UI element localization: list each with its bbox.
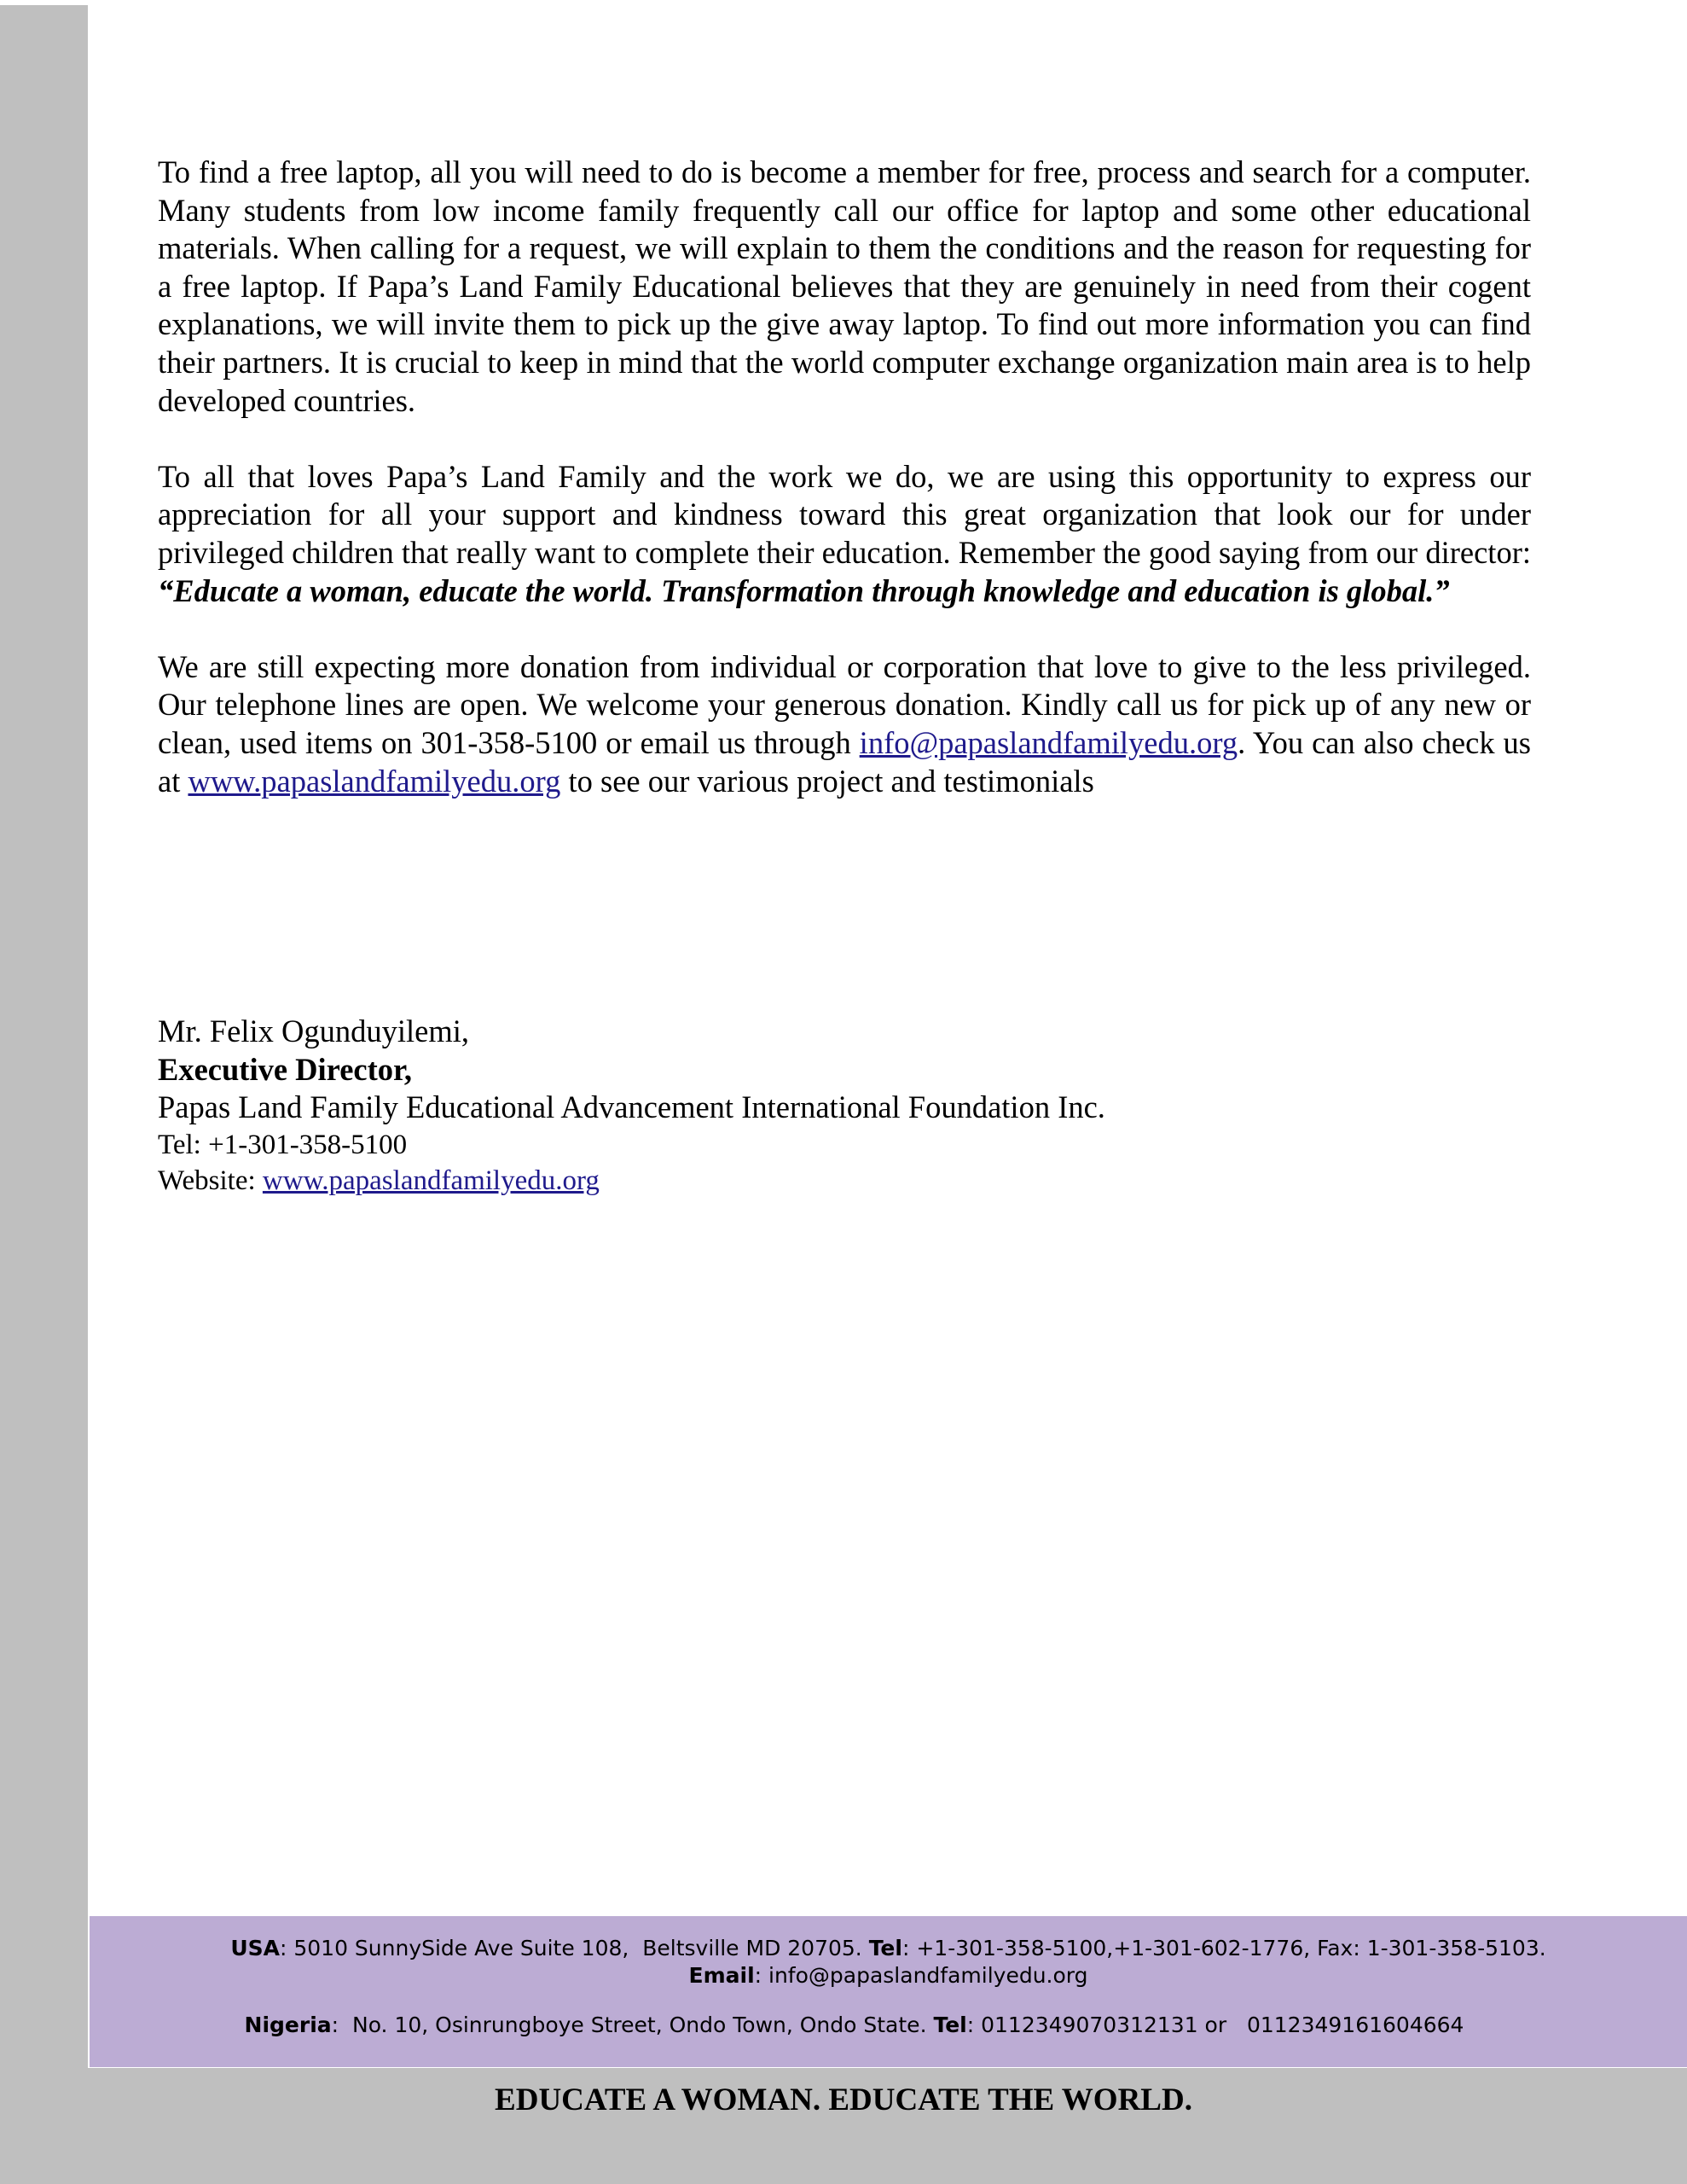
nigeria-tel: : 0112349070312131 or 0112349161604664 [966,2013,1464,2037]
organization-name: Papas Land Family Educational Advancement International Foundation Inc. [158,1089,1105,1125]
signature-block [158,1013,1531,1199]
donation-text: We are still expecting more donation from individual or corporation that love to give to the less privileged. Our telephone lines are open. We welcome your generous donation. Kindly call us for pick up of any new or clean, used items on 301-358-5100 or email us through [158,648,1531,760]
signature-website-link[interactable]: www.papaslandfamilyedu.org [262,1165,600,1196]
footer-usa-line [90,1936,1687,1960]
signer-name: Mr. Felix Ogunduyilemi, [158,1014,469,1048]
usa-label: USA [230,1936,280,1960]
website-label: Website: [158,1165,263,1196]
nigeria-address: : No. 10, Osinrungboye Street, Ondo Town, Ondo State. [331,2013,934,2037]
website-link[interactable]: www.papaslandfamilyedu.org [188,763,561,799]
paragraph-donation [158,648,1531,800]
page-top-edge [0,0,1687,5]
paragraph-laptop: To find a free laptop, all you will need to do is become a member for free, process and search for a computer. Many students from low income family frequently call our office for laptop and some other educational materials. When calling for a request, we will explain to them the conditions and the reason for requesting for a free laptop. If Papa’s Land Family Educational believes that they are genuinely in need from their cogent explanations, we will invite them to pick up the give away laptop. To find out more information you can find their partners. It is crucial to keep in mind that the world computer exchange organization main area is to help developed countries. [158,154,1531,418]
paragraph-appreciation [158,458,1531,610]
nigeria-label: Nigeria [244,2013,332,2037]
nigeria-tel-label: Tel [933,2013,967,2037]
donation-text-3: to see our various project and testimonials [560,763,1094,799]
left-decorative-bar [0,5,88,2068]
signer-title: Executive Director, [158,1051,412,1087]
appreciation-text: To all that loves Papa’s Land Family and the work we do, we are using this opportunity to express our appreciation for all your support and kindness toward this great organization that look our for under privileged children that really want to complete their education. Remember the good saying from our director: [158,458,1531,570]
usa-tel: : +1-301-358-5100,+1-301-602-1776, Fax: 1-301-358-5103. [901,1936,1546,1960]
usa-address: : 5010 SunnySide Ave Suite 108, Beltsville MD 20705. [279,1936,869,1960]
donation-text-2: . You can also check us at [158,724,1531,799]
director-quote: “Educate a woman, educate the world. Transformation through knowledge and education is global.” [158,572,1450,608]
signer-website-line [158,1163,1531,1199]
footer-email-line [90,1963,1687,1988]
footer-email: : info@papaslandfamilyedu.org [754,1963,1088,1988]
usa-tel-label: Tel [868,1936,902,1960]
footer-contact-band [90,1916,1687,2067]
motto-text: EDUCATE A WOMAN. EDUCATE THE WORLD. [495,2082,1192,2117]
footer-nigeria-line [90,2013,1687,2037]
email-link[interactable]: info@papaslandfamilyedu.org [859,724,1238,760]
email-label: Email [688,1963,755,1988]
letter-body [158,154,1531,839]
signer-tel: Tel: +1-301-358-5100 [158,1129,408,1160]
